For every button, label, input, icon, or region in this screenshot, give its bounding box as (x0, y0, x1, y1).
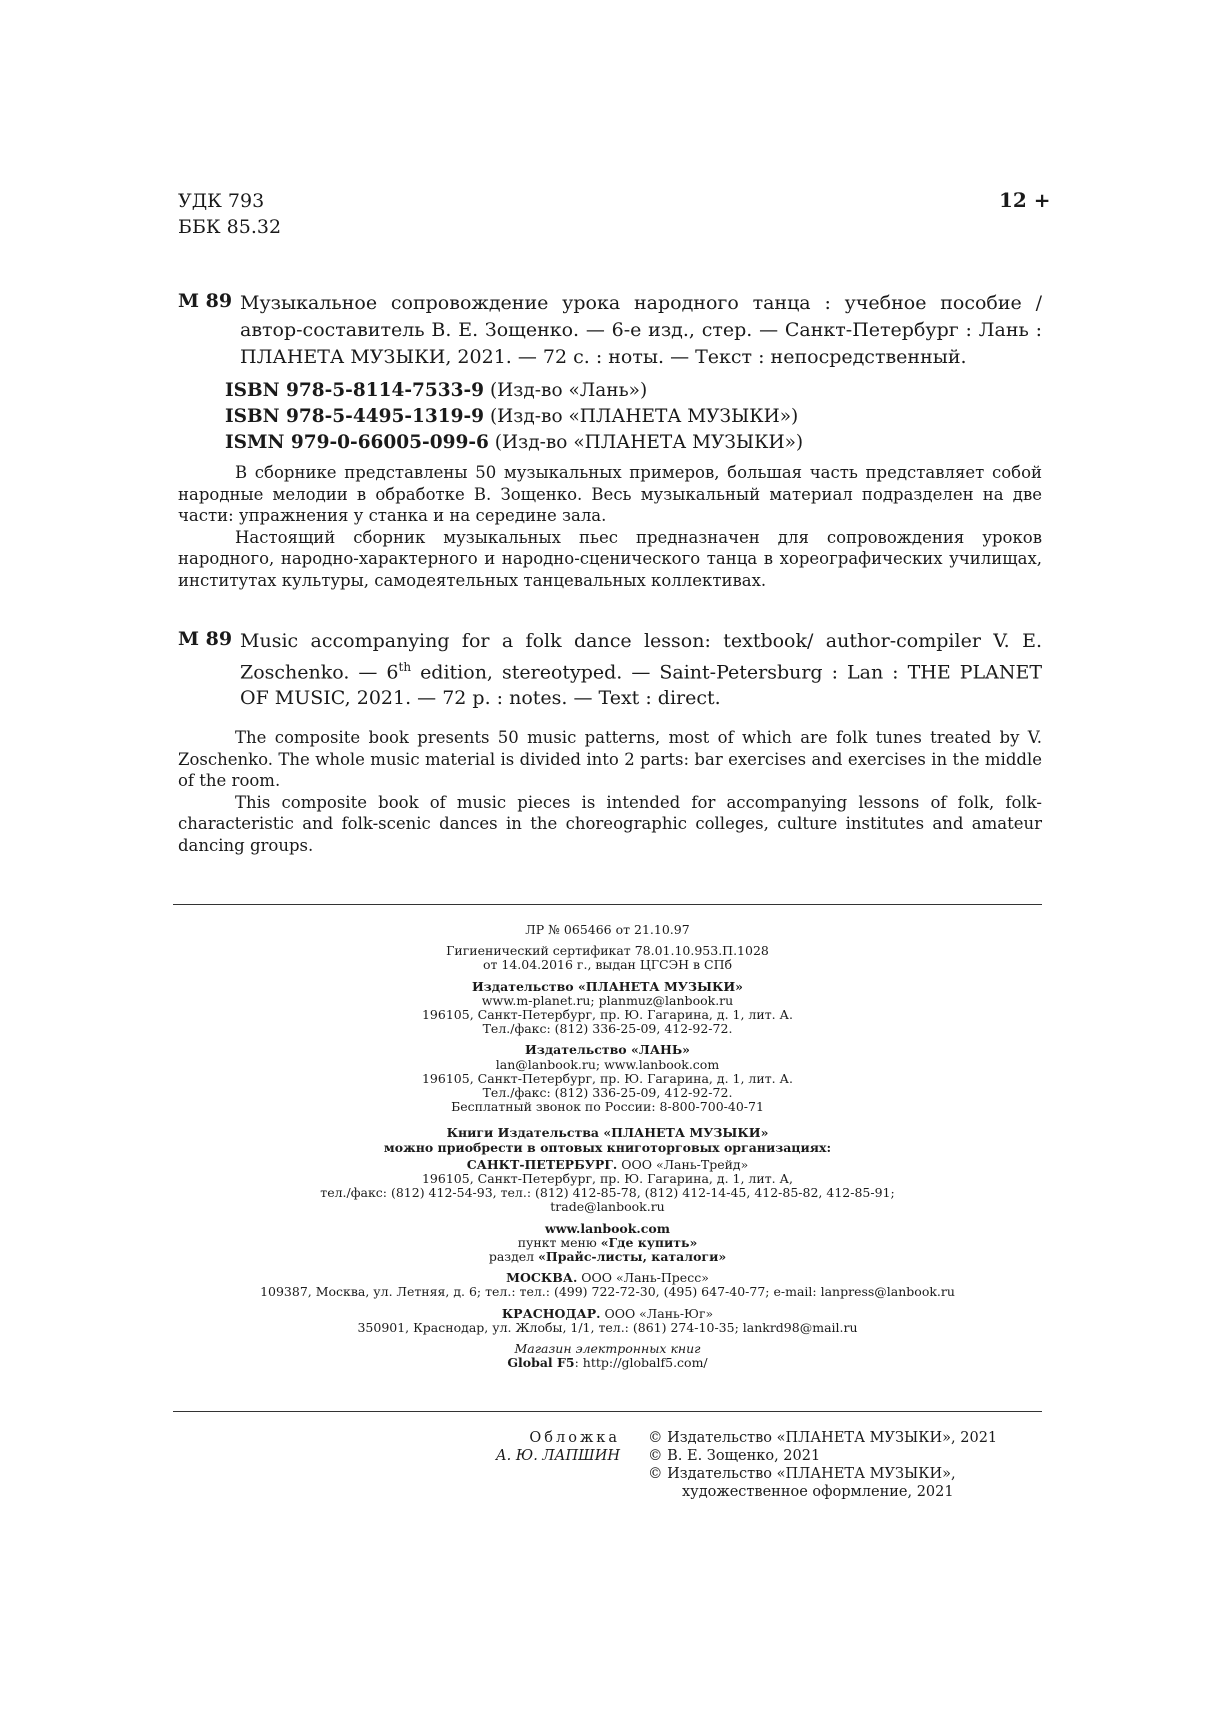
copyright-line: © Издательство «ПЛАНЕТА МУЗЫКИ», (648, 1466, 956, 1482)
author-code-en: М 89 (178, 628, 233, 650)
distributor-details: 109387, Москва, ул. Летняя, д. 6; тел.: тел.: (499) 722-72-30, (495) 647-40-77; e-mail: lanpress@lanbook.ru (260, 1284, 955, 1300)
store-name: Global F5 (507, 1355, 575, 1371)
city: САНКТ-ПЕТЕРБУРГ. (466, 1156, 618, 1172)
distributor-title (173, 1307, 1042, 1321)
publisher-phone: Тел./факс: (812) 336-25-09, 412-92-72. (482, 1085, 733, 1101)
certificate-block (173, 944, 1042, 972)
publisher-lan (173, 1043, 1042, 1114)
license-number: ЛР № 065466 от 21.10.97 (525, 922, 690, 937)
isbn-number: ISBN 978-5-8114-7533-9 (225, 380, 485, 401)
distributor-spb (173, 1158, 1042, 1215)
menu-item-line (173, 1236, 1042, 1250)
menu-prefix: пункт меню (517, 1234, 601, 1250)
distributor-phones: тел./факс: (812) 412-54-93, тел.: (812) 412-85-78, (812) 412-14-45, 412-85-82, 412-85-91; (320, 1185, 895, 1201)
author-code-ru: М 89 (178, 290, 233, 312)
ebook-store (173, 1342, 1042, 1370)
purchase-heading (173, 1126, 1042, 1154)
isbn-publisher: (Изд-во «ПЛАНЕТА МУЗЫКИ») (489, 406, 799, 427)
copyright-line: художественное оформление, 2021 (682, 1484, 954, 1500)
isbn-row (225, 378, 803, 404)
ebook-store-label: Магазин электронных книг (514, 1341, 701, 1357)
store-url: : http://globalf5.com/ (574, 1355, 708, 1371)
publisher-name: Издательство «ПЛАНЕТА МУЗЫКИ» (472, 978, 743, 994)
description-text: edition, stereotyped. — Saint-Petersburg : Lan : THE PLANET OF MUSIC, 2021. — 72 p. : notes. — Text : direct. (240, 661, 1042, 710)
distributor-msk (173, 1271, 1042, 1299)
abstract-paragraph: This composite book of music pieces is intended for accompanying lessons of folk, folk-characteristic and folk-scenic dances in the choreographic colleges, culture institutes and amateur dancing groups. (178, 792, 1042, 855)
isbn-list (225, 378, 803, 456)
city: КРАСНОДАР. (501, 1305, 601, 1321)
description-text: Music accompanying for a folk dance lesson: textbook/ author-compiler V. E. Zoschenko. — 6 (240, 630, 1042, 684)
isbn-publisher: (Изд-во «ПЛАНЕТА МУЗЫКИ») (494, 432, 804, 453)
site-link: www.lanbook.com (545, 1220, 670, 1236)
certificate-line: от 14.04.2016 г., выдан ЦГСЭН в СПб (482, 957, 733, 973)
abstract-ru (178, 462, 1042, 591)
distributor-krd (173, 1307, 1042, 1335)
purchase-heading-line: можно приобрести в оптовых книготорговых организациях: (383, 1139, 832, 1155)
divider (173, 904, 1042, 905)
copyright-block (648, 1429, 997, 1501)
license-block (173, 923, 1042, 937)
ebook-store-line (173, 1356, 1042, 1370)
section-item: «Прайс-листы, каталоги» (538, 1249, 727, 1265)
imprint (173, 923, 1042, 1377)
isbn-publisher: (Изд-во «Лань») (489, 380, 648, 401)
abstract-paragraph: Настоящий сборник музыкальных пьес предназначен для сопровождения уроков народного, народно-характерного и народно-сценического танца в хореографических училищах, институтах культуры, самодеятельных танцевальных коллективах. (178, 527, 1042, 590)
city: МОСКВА. (506, 1270, 578, 1286)
distributor-title (173, 1271, 1042, 1285)
distributor-title (173, 1158, 1042, 1172)
distributor-address: 196105, Санкт-Петербург, пр. Ю. Гагарина, д. 1, лит. А, (421, 1171, 793, 1187)
copyright-line: © В. Е. Зощенко, 2021 (648, 1448, 821, 1464)
section-prefix: раздел (488, 1249, 539, 1265)
bibliographic-description-en (240, 628, 1042, 711)
organization: ООО «Лань-Пресс» (577, 1270, 709, 1286)
abstract-paragraph: В сборнике представлены 50 музыкальных примеров, большая часть представляет собой народные мелодии в обработке В. Зощенко. Весь музыкальный материал подразделен на две части: упражнения у станка и на середине зала. (178, 463, 1042, 525)
cover-artist: А. Ю. ЛАПШИН (495, 1448, 620, 1464)
publisher-address: 196105, Санкт-Петербург, пр. Ю. Гагарина, д. 1, лит. А. (421, 1070, 793, 1086)
certificate-line: Гигиенический сертификат 78.01.10.953.П.1028 (446, 943, 769, 959)
ismn-number: ISMN 979-0-66005-099-6 (225, 432, 489, 453)
menu-item: «Где купить» (600, 1234, 698, 1250)
publisher-phone: Тел./факс: (812) 336-25-09, 412-92-72. (482, 1021, 733, 1037)
organization: ООО «Лань-Юг» (600, 1305, 714, 1321)
abstract-en (178, 727, 1042, 856)
publisher-name: Издательство «ЛАНЬ» (525, 1042, 690, 1058)
organization: ООО «Лань-Трейд» (617, 1156, 749, 1172)
publisher-web: www.m-planet.ru; planmuz@lanbook.ru (481, 992, 734, 1008)
publisher-planet (173, 980, 1042, 1037)
site-block (173, 1222, 1042, 1265)
distributor-details: 350901, Краснодар, ул. Жлобы, 1/1, тел.: (861) 274-10-35; lankrd98@mail.ru (357, 1319, 858, 1335)
section-line (173, 1250, 1042, 1264)
classification-codes (178, 188, 281, 240)
bbk-code: ББК 85.32 (178, 216, 282, 238)
publisher-address: 196105, Санкт-Петербург, пр. Ю. Гагарина, д. 1, лит. А. (421, 1007, 793, 1023)
abstract-paragraph: The composite book presents 50 music patterns, most of which are folk tunes treated by V. Zoschenko. The whole music material is divided into 2 parts: bar exercises and exercises in the middle of the room. (178, 728, 1042, 790)
isbn-row (225, 404, 803, 430)
isbn-number: ISBN 978-5-4495-1319-9 (225, 406, 485, 427)
cover-label: Обложка (529, 1430, 620, 1446)
age-rating: 12 + (999, 188, 1051, 212)
bibliographic-description-ru: Музыкальное сопровождение урока народного танца : учебное пособие / автор-составитель В. Е. Зощенко. — 6-е изд., стер. — Санкт-Петербург : Лань : ПЛАНЕТА МУЗЫКИ, 2021. — 72 с. : ноты. — Текст : непосредственный. (240, 292, 1042, 368)
purchase-heading-line: Книги Издательства «ПЛАНЕТА МУЗЫКИ» (446, 1125, 769, 1141)
cover-credit (440, 1429, 620, 1465)
copyright-line: © Издательство «ПЛАНЕТА МУЗЫКИ», 2021 (648, 1430, 998, 1446)
udk-code: УДК 793 (178, 190, 265, 212)
publisher-web: lan@lanbook.ru; www.lanbook.com (495, 1056, 720, 1072)
edition-superscript: th (398, 660, 412, 674)
divider (173, 1411, 1042, 1412)
isbn-row (225, 430, 803, 456)
distributor-email: trade@lanbook.ru (550, 1199, 665, 1215)
publisher-free-call: Бесплатный звонок по России: 8-800-700-40-71 (451, 1099, 764, 1115)
